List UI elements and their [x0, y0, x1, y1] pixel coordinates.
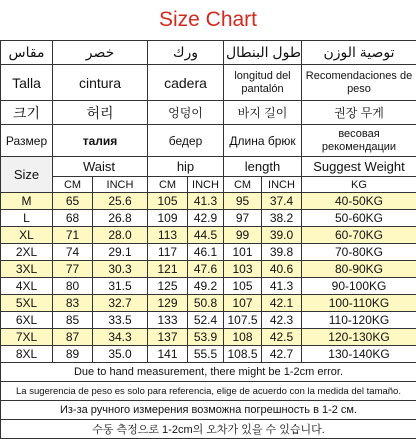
lang-row-spanish [1, 65, 416, 101]
length-inch-cell: 39.8 [262, 244, 302, 261]
waist-inch-cell: 35.0 [93, 346, 148, 363]
lang-hip: бедер [148, 125, 224, 157]
lang-size: مقاس [1, 41, 53, 65]
waist-inch-cell: 34.3 [93, 329, 148, 346]
weight-cell: 70-80KG [302, 244, 416, 261]
waist-cm-cell: 71 [53, 227, 93, 244]
hip-cm-cell: 117 [148, 244, 188, 261]
waist-inch-cell: 28.0 [93, 227, 148, 244]
length-cm-cell: 101 [224, 244, 262, 261]
waist-inch-cell: 29.1 [93, 244, 148, 261]
weight-cell: 100-110KG [302, 295, 416, 312]
size-cell: 7XL [1, 329, 53, 346]
lang-weight: весовая рекомендации [302, 125, 416, 157]
table-row [1, 295, 416, 312]
lang-hip: 엉덩이 [148, 101, 224, 125]
lang-row-arabic [1, 41, 416, 65]
lang-size: 크기 [1, 101, 53, 125]
chart-title: Size Chart [0, 0, 416, 40]
weight-cell: 90-100KG [302, 278, 416, 295]
lang-hip: cadera [148, 65, 224, 101]
length-inch-cell: 41.3 [262, 278, 302, 295]
hip-cm-header: CM [148, 177, 188, 193]
table-row [1, 193, 416, 210]
hip-inch-cell: 44.5 [188, 227, 224, 244]
length-cm-cell: 108 [224, 329, 262, 346]
hip-cm-cell: 113 [148, 227, 188, 244]
waist-cm-header: CM [53, 177, 93, 193]
weight-cell: 40-50KG [302, 193, 416, 210]
waist-inch-cell: 32.7 [93, 295, 148, 312]
hip-inch-cell: 41.3 [188, 193, 224, 210]
hip-inch-cell: 49.2 [188, 278, 224, 295]
hip-cm-cell: 105 [148, 193, 188, 210]
hip-cm-cell: 129 [148, 295, 188, 312]
note-russian: Из-за ручного измерения возможна погрешность в 1-2 см. [1, 401, 416, 420]
lang-length: 바지 길이 [224, 101, 302, 125]
waist-header: Waist [53, 157, 148, 177]
hip-cm-cell: 125 [148, 278, 188, 295]
lang-row-russian [1, 125, 416, 157]
table-row [1, 278, 416, 295]
hip-inch-header: INCH [188, 177, 224, 193]
waist-cm-cell: 65 [53, 193, 93, 210]
size-cell: XL [1, 227, 53, 244]
note-row [1, 363, 416, 382]
hip-cm-cell: 133 [148, 312, 188, 329]
length-header: length [224, 157, 302, 177]
waist-cm-cell: 89 [53, 346, 93, 363]
size-header: Size [1, 157, 53, 193]
waist-inch-cell: 33.5 [93, 312, 148, 329]
length-cm-cell: 105 [224, 278, 262, 295]
length-inch-cell: 42.1 [262, 295, 302, 312]
hip-header: hip [148, 157, 224, 177]
table-row [1, 244, 416, 261]
hip-inch-cell: 53.9 [188, 329, 224, 346]
size-cell: M [1, 193, 53, 210]
length-cm-cell: 95 [224, 193, 262, 210]
hip-cm-cell: 109 [148, 210, 188, 227]
length-inch-header: INCH [262, 177, 302, 193]
size-table [0, 40, 416, 439]
size-cell: 5XL [1, 295, 53, 312]
lang-weight: توصية الوزن [302, 41, 416, 65]
note-row [1, 382, 416, 401]
table-row [1, 227, 416, 244]
length-cm-header: CM [224, 177, 262, 193]
unit-header-row [1, 177, 416, 193]
lang-weight: Recomendaciones de peso [302, 65, 416, 101]
note-spanish: La sugerencia de peso es solo para referencia, elige de acuerdo con la medida del tamaño. [1, 382, 416, 401]
hip-cm-cell: 141 [148, 346, 188, 363]
waist-cm-cell: 80 [53, 278, 93, 295]
lang-size: Talla [1, 65, 53, 101]
length-cm-cell: 107 [224, 295, 262, 312]
waist-cm-cell: 74 [53, 244, 93, 261]
lang-length: Длина брюк [224, 125, 302, 157]
weight-cell: 60-70KG [302, 227, 416, 244]
table-row [1, 346, 416, 363]
waist-inch-cell: 25.6 [93, 193, 148, 210]
waist-inch-cell: 26.8 [93, 210, 148, 227]
waist-inch-header: INCH [93, 177, 148, 193]
weight-cell: 130-140KG [302, 346, 416, 363]
waist-cm-cell: 77 [53, 261, 93, 278]
hip-inch-cell: 46.1 [188, 244, 224, 261]
length-cm-cell: 107.5 [224, 312, 262, 329]
note-row [1, 420, 416, 439]
lang-hip: ورك [148, 41, 224, 65]
size-rows [1, 193, 416, 363]
hip-inch-cell: 52.4 [188, 312, 224, 329]
length-cm-cell: 103 [224, 261, 262, 278]
hip-cm-cell: 121 [148, 261, 188, 278]
lang-waist: cintura [53, 65, 148, 101]
length-inch-cell: 42.7 [262, 346, 302, 363]
size-cell: 3XL [1, 261, 53, 278]
size-cell: 4XL [1, 278, 53, 295]
weight-cell: 110-120KG [302, 312, 416, 329]
hip-cm-cell: 137 [148, 329, 188, 346]
size-cell: 8XL [1, 346, 53, 363]
weight-kg-header: KG [302, 177, 416, 193]
length-inch-cell: 42.3 [262, 312, 302, 329]
lang-size: Размер [1, 125, 53, 157]
measure-header-row [1, 157, 416, 177]
note-korean: 수동 측정으로 1-2cm의 오차가 있을 수 있습니다. [1, 420, 416, 439]
length-cm-cell: 97 [224, 210, 262, 227]
hip-inch-cell: 42.9 [188, 210, 224, 227]
hip-inch-cell: 47.6 [188, 261, 224, 278]
size-cell: 6XL [1, 312, 53, 329]
length-inch-cell: 39.0 [262, 227, 302, 244]
table-row [1, 312, 416, 329]
lang-weight: 권장 무게 [302, 101, 416, 125]
note-english: Due to hand measurement, there might be 1-2cm error. [1, 363, 416, 382]
waist-cm-cell: 85 [53, 312, 93, 329]
note-row [1, 401, 416, 420]
waist-cm-cell: 87 [53, 329, 93, 346]
lang-waist: талия [53, 125, 148, 157]
length-inch-cell: 38.2 [262, 210, 302, 227]
hip-inch-cell: 55.5 [188, 346, 224, 363]
weight-cell: 50-60KG [302, 210, 416, 227]
waist-inch-cell: 31.5 [93, 278, 148, 295]
lang-length: longitud del pantalón [224, 65, 302, 101]
lang-row-korean [1, 101, 416, 125]
waist-cm-cell: 83 [53, 295, 93, 312]
waist-inch-cell: 30.3 [93, 261, 148, 278]
hip-inch-cell: 50.8 [188, 295, 224, 312]
weight-cell: 80-90KG [302, 261, 416, 278]
waist-cm-cell: 68 [53, 210, 93, 227]
lang-waist: خصر [53, 41, 148, 65]
size-cell: 2XL [1, 244, 53, 261]
table-row [1, 329, 416, 346]
weight-header: Suggest Weight [302, 157, 416, 177]
length-inch-cell: 42.5 [262, 329, 302, 346]
length-cm-cell: 99 [224, 227, 262, 244]
size-cell: L [1, 210, 53, 227]
lang-length: طول البنطال [224, 41, 302, 65]
length-cm-cell: 108.5 [224, 346, 262, 363]
length-inch-cell: 40.6 [262, 261, 302, 278]
length-inch-cell: 37.4 [262, 193, 302, 210]
weight-cell: 120-130KG [302, 329, 416, 346]
table-row [1, 210, 416, 227]
table-row [1, 261, 416, 278]
lang-waist: 허리 [53, 101, 148, 125]
